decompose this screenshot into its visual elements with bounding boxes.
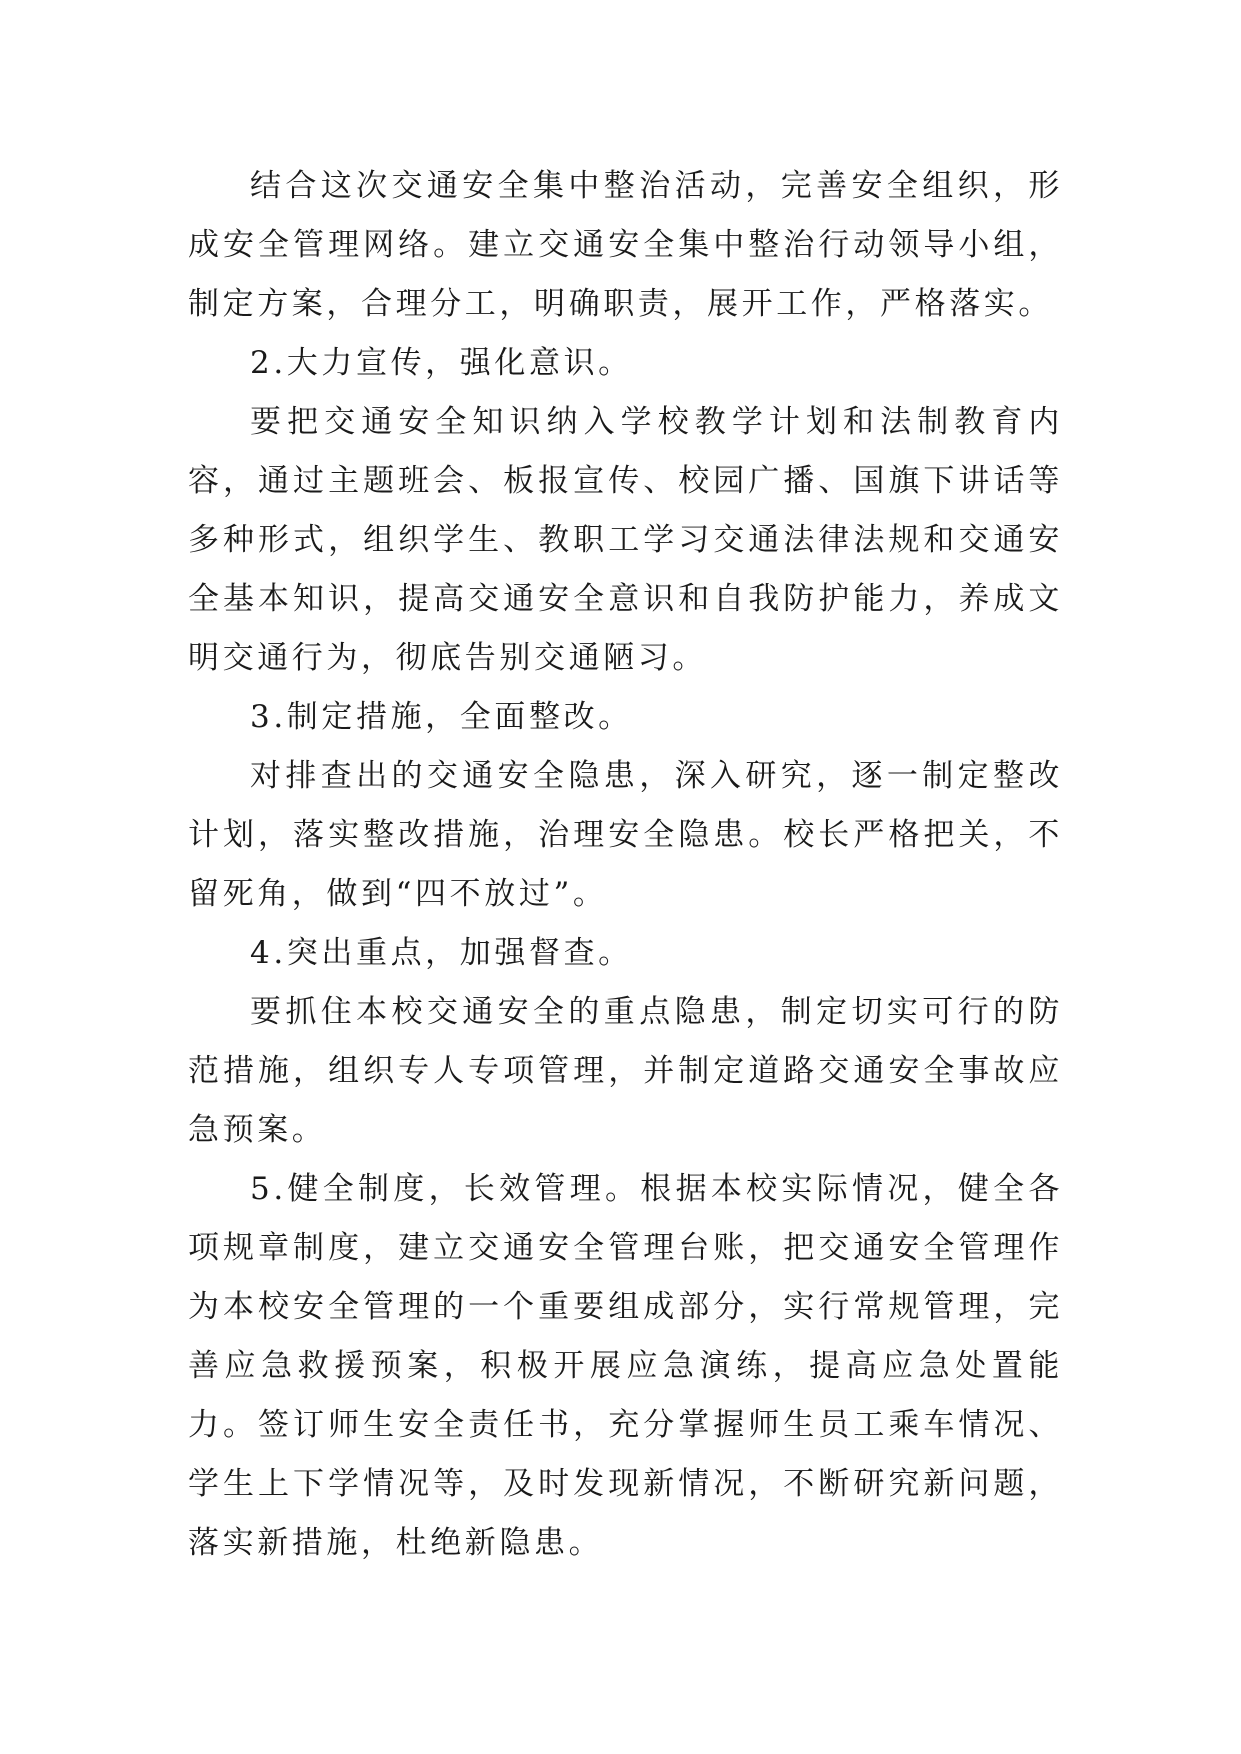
paragraph-system: 5.健全制度，长效管理。根据本校实际情况，健全各项规章制度，建立交通安全管理台账，把交通安全管理作为本校安全管理的一个重要组成部分，实行常规管理，完善应急救援预案，积极开展应急演练，提高应急处置能力。签订师生安全责任书，充分掌握师生员工乘车情况、学生上下学情况等，及时发现新情况，不断研究新问题，落实新措施，杜绝新隐患。 bbox=[188, 1171, 1063, 1561]
paragraph-supervision: 要抓住本校交通安全的重点隐患，制定切实可行的防范措施，组织专人专项管理，并制定道路交通安全事故应急预案。 bbox=[188, 994, 1063, 1148]
paragraph-measures: 对排查出的交通安全隐患，深入研究，逐一制定整改计划，落实整改措施，治理安全隐患。校长严格把关，不留死角，做到“四不放过”。 bbox=[188, 758, 1063, 912]
heading-publicity: 2.大力宣传，强化意识。 bbox=[250, 345, 633, 381]
heading-supervision: 4.突出重点，加强督查。 bbox=[250, 935, 633, 971]
heading-measures: 3.制定措施，全面整改。 bbox=[250, 699, 633, 735]
document-body bbox=[188, 157, 1063, 1573]
paragraph-organization: 结合这次交通安全集中整治活动，完善安全组织，形成安全管理网络。建立交通安全集中整治行动领导小组，制定方案，合理分工，明确职责，展开工作，严格落实。 bbox=[188, 168, 1063, 322]
paragraph-publicity: 要把交通安全知识纳入学校教学计划和法制教育内容，通过主题班会、板报宣传、校园广播、国旗下讲话等多种形式，组织学生、教职工学习交通法律法规和交通安全基本知识，提高交通安全意识和自我防护能力，养成文明交通行为，彻底告别交通陋习。 bbox=[188, 404, 1063, 676]
